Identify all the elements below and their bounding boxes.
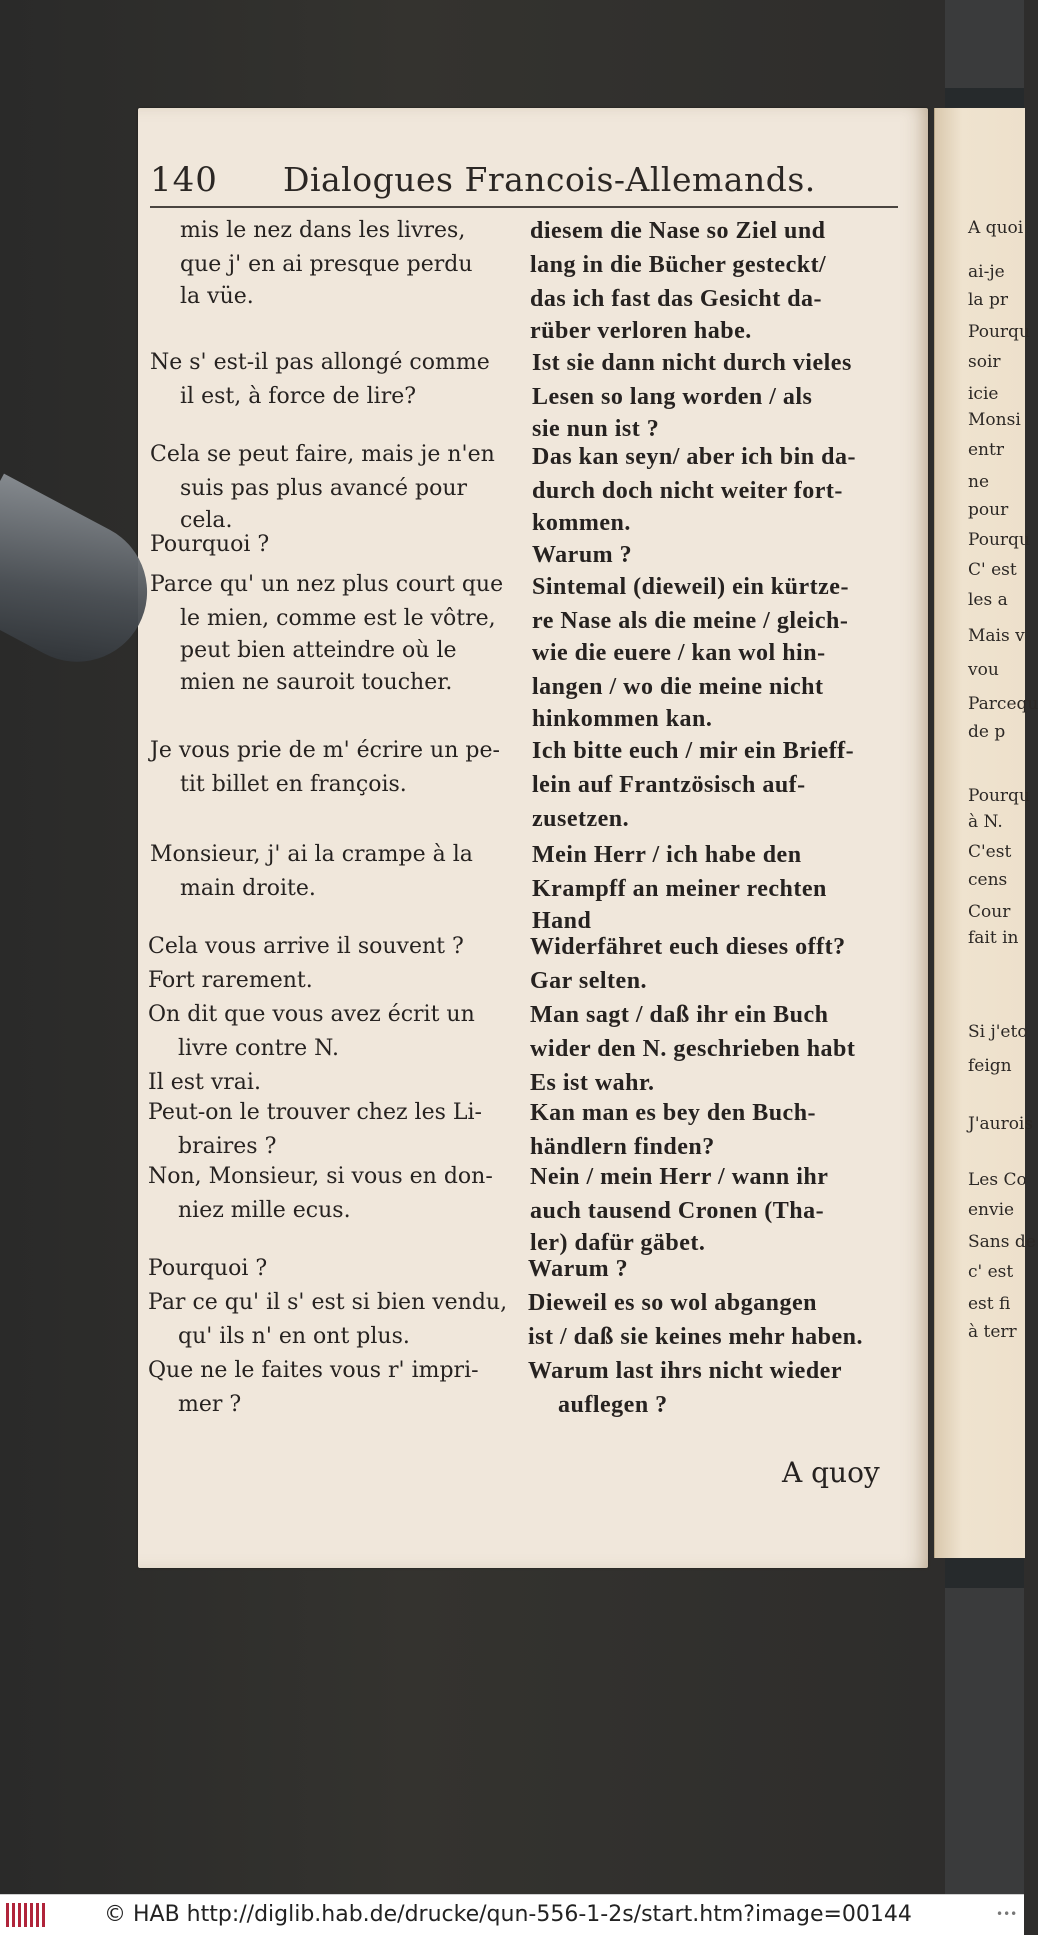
german-text-line: re Nase als die meine / gleich-: [532, 608, 849, 634]
french-text-line: Non, Monsieur, si vous en don-: [148, 1164, 493, 1189]
running-title: Dialogues Francois-Allemands.: [283, 160, 816, 199]
german-text-line: durch doch nicht weiter fort-: [532, 478, 843, 504]
french-text-line: Par ce qu' il s' est si bien vendu,: [148, 1290, 508, 1315]
facing-page-fragment: Cour: [968, 902, 1011, 922]
french-text-line: suis pas plus avancé pour: [180, 476, 468, 501]
german-text-line: rüber verloren habe.: [530, 318, 752, 344]
french-text-line: On dit que vous avez écrit un: [148, 1002, 475, 1027]
german-text-line: Mein Herr / ich habe den: [532, 842, 802, 868]
french-text-line: niez mille ecus.: [178, 1198, 351, 1223]
german-text-line: händlern finden?: [530, 1134, 715, 1160]
german-text-line: Es ist wahr.: [530, 1070, 655, 1096]
french-text-line: mer ?: [178, 1392, 242, 1417]
german-text-line: Lesen so lang worden / als: [532, 384, 813, 410]
facing-page-fragment: les a: [968, 590, 1008, 610]
french-text-line: Pourquoi ?: [148, 1256, 268, 1281]
facing-page-fragment: soir: [968, 352, 1001, 372]
facing-page-fragment: ai-je: [968, 262, 1005, 282]
french-text-line: mis le nez dans les livres,: [180, 218, 466, 243]
german-text-line: Sintemal (dieweil) ein kürtze-: [532, 574, 849, 600]
french-text-line: mien ne sauroit toucher.: [180, 670, 453, 695]
facing-page-fragment: fait in: [968, 928, 1019, 948]
more-options-icon[interactable]: •••: [996, 1907, 1018, 1921]
french-text-line: Cela vous arrive il souvent ?: [148, 934, 464, 959]
facing-page-fragment: Monsi: [968, 410, 1021, 430]
german-text-line: kommen.: [532, 510, 631, 536]
french-text-line: il est, à force de lire?: [180, 384, 417, 409]
german-text-line: langen / wo die meine nicht: [532, 674, 824, 700]
german-text-line: Warum last ihrs nicht wieder: [528, 1358, 842, 1384]
facing-page-fragment: c' est: [968, 1262, 1014, 1282]
german-text-line: Kan man es bey den Buch-: [530, 1100, 817, 1126]
facing-page-fragment: envie: [968, 1200, 1015, 1220]
viewer-footer: [0, 1894, 1024, 1935]
french-text-line: la vüe.: [180, 284, 254, 309]
german-text-line: Dieweil es so wol abgangen: [528, 1290, 817, 1316]
facing-page-fragment: Sans de: [968, 1232, 1036, 1252]
german-text-line: Krampff an meiner rechten: [532, 876, 827, 902]
facing-page-fragment: Les Co: [968, 1170, 1027, 1190]
french-text-line: Il est vrai.: [148, 1070, 261, 1095]
german-text-line: Gar selten.: [530, 968, 648, 994]
german-text-line: Nein / mein Herr / wann ihr: [530, 1164, 829, 1190]
german-text-line: wider den N. geschrieben habt: [530, 1036, 856, 1062]
french-text-line: braires ?: [178, 1134, 277, 1159]
french-text-line: tit billet en françois.: [180, 772, 407, 797]
header-rule: [150, 206, 898, 208]
facing-page-fragment: de p: [968, 722, 1006, 742]
german-text-line: auflegen ?: [558, 1392, 668, 1418]
facing-page-fragment: entr: [968, 440, 1004, 460]
facing-page-fragment: cens: [968, 870, 1008, 890]
german-text-line: wie die euere / kan wol hin-: [532, 640, 826, 666]
german-text-line: Hand: [532, 908, 592, 934]
facing-page-fragment: ne: [968, 472, 990, 492]
german-text-line: Man sagt / daß ihr ein Buch: [530, 1002, 829, 1028]
french-text-line: que j' en ai presque perdu: [180, 252, 473, 277]
facing-page-fragment: icie: [968, 384, 999, 404]
german-text-line: hinkommen kan.: [532, 706, 713, 732]
french-text-line: qu' ils n' en ont plus.: [178, 1324, 410, 1349]
facing-page-fragment: feign: [968, 1056, 1012, 1076]
german-text-line: lang in die Bücher gesteckt/: [530, 252, 827, 278]
french-text-line: Pourquoi ?: [150, 532, 270, 557]
french-text-line: Je vous prie de m' écrire un pe-: [150, 738, 500, 763]
facing-page-fragment: à terr: [968, 1322, 1017, 1342]
german-text-line: zusetzen.: [532, 806, 630, 832]
catchword: A quoy: [782, 1456, 880, 1489]
german-text-line: das ich fast das Gesicht da-: [530, 286, 823, 312]
french-text-line: main droite.: [180, 876, 316, 901]
facing-page-fragment: J'aurois: [968, 1114, 1034, 1134]
facing-page-fragment: vou: [968, 660, 999, 680]
source-url[interactable]: © HAB http://diglib.hab.de/drucke/qun-556-1-2s/start.htm?image=00144: [104, 1902, 912, 1927]
french-text-line: peut bien atteindre où le: [180, 638, 457, 663]
page-number: 140: [150, 160, 218, 200]
facing-page-fragment: est fi: [968, 1294, 1011, 1314]
facing-page-fragment: Parcequ: [968, 694, 1038, 714]
german-text-line: lein auf Frantzösisch auf-: [532, 772, 806, 798]
facing-page-fragment: Si j'eto: [968, 1022, 1028, 1042]
facing-page-fragment: C'est: [968, 842, 1012, 862]
french-text-line: Que ne le faites vous r' impri-: [148, 1358, 479, 1383]
german-text-line: Widerfähret euch dieses offt?: [530, 934, 846, 960]
french-text-line: Cela se peut faire, mais je n'en: [150, 442, 495, 467]
facing-page-fragment: A quoi: [968, 218, 1024, 238]
german-text-line: auch tausend Cronen (Tha-: [530, 1198, 825, 1224]
german-text-line: diesem die Nase so Ziel und: [530, 218, 826, 244]
facing-page-fragment: C' est: [968, 560, 1017, 580]
facing-page-fragment: Pourqu: [968, 530, 1030, 550]
hab-logo-icon: [6, 1903, 46, 1927]
german-text-line: ler) dafür gäbet.: [530, 1230, 706, 1256]
facing-page-fragment: à N.: [968, 812, 1003, 832]
facing-page-fragment: Mais v: [968, 626, 1025, 646]
french-text-line: Fort rarement.: [148, 968, 313, 993]
german-text-line: Warum ?: [532, 542, 633, 568]
french-text-line: Monsieur, j' ai la crampe à la: [150, 842, 473, 867]
french-text-line: livre contre N.: [178, 1036, 339, 1061]
german-text-line: ist / daß sie keines mehr haben.: [528, 1324, 863, 1350]
facing-page-fragment: la pr: [968, 290, 1008, 310]
german-text-line: sie nun ist ?: [532, 416, 660, 442]
german-text-line: Das kan seyn/ aber ich bin da-: [532, 444, 856, 470]
german-text-line: Ich bitte euch / mir ein Brieff-: [532, 738, 855, 764]
french-text-line: cela.: [180, 508, 233, 533]
facing-page-fragment: Pourqu: [968, 786, 1030, 806]
french-text-line: Parce qu' un nez plus court que: [150, 572, 504, 597]
german-text-line: Warum ?: [528, 1256, 629, 1282]
french-text-line: Ne s' est-il pas allongé comme: [150, 350, 490, 375]
facing-page-fragment: Pourqu: [968, 322, 1030, 342]
facing-page-fragment: pour: [968, 500, 1009, 520]
french-text-line: Peut-on le trouver chez les Li-: [148, 1100, 482, 1125]
german-text-line: Ist sie dann nicht durch vieles: [532, 350, 852, 376]
french-text-line: le mien, comme est le vôtre,: [180, 606, 496, 631]
